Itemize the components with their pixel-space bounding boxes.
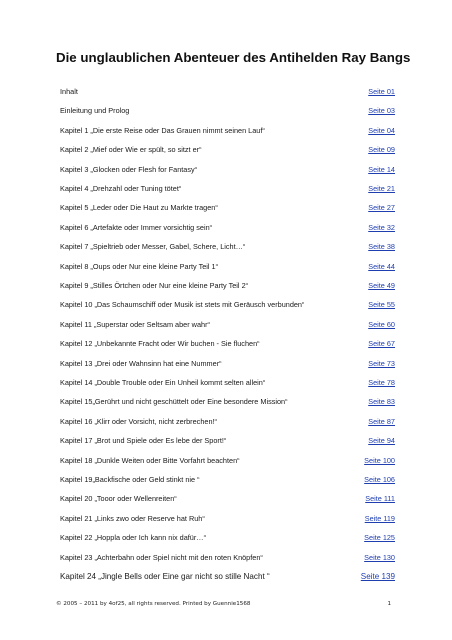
toc-page-link[interactable]: Seite 44 — [368, 261, 395, 271]
toc-entry — [60, 455, 395, 467]
toc-entry-title: Kapitel 15„Gerührt und nicht geschüttelt oder Eine besondere Mission“ — [60, 397, 288, 407]
toc-entry-title: Kapitel 7 „Spieltrieb oder Messer, Gabel, Schere, Licht…“ — [60, 242, 246, 252]
toc-entry — [60, 513, 395, 525]
toc-entry — [60, 377, 395, 389]
toc-page-link[interactable]: Seite 83 — [368, 397, 395, 407]
toc-page-link[interactable]: Seite 139 — [360, 572, 395, 581]
toc-entry — [60, 319, 395, 331]
page-footer — [56, 601, 391, 607]
toc-page-link[interactable]: Seite 09 — [368, 145, 395, 155]
toc-entry-title: Einleitung und Prolog — [60, 106, 130, 116]
toc-entry-title: Kapitel 18 „Dunkle Weiten oder Bitte Vorfahrt beachten“ — [60, 455, 240, 465]
toc-page-link[interactable]: Seite 111 — [365, 494, 395, 504]
toc-entry-title: Kapitel 12 „Unbekannte Fracht oder Wir buchen - Sie fluchen“ — [60, 339, 260, 349]
toc-entry — [60, 299, 395, 311]
toc-entry — [60, 164, 395, 176]
toc-entry — [60, 105, 395, 117]
toc-entry-title: Kapitel 8 „Oups oder Nur eine kleine Party Teil 1“ — [60, 261, 219, 271]
toc-entry — [60, 396, 395, 408]
toc-entry — [60, 474, 395, 486]
toc-entry-title: Kapitel 19„Backfische oder Geld stinkt nie “ — [60, 475, 200, 484]
toc-entry — [60, 144, 395, 156]
page-title: Die unglaublichen Abenteuer des Antihelden Ray Bangs — [56, 50, 411, 65]
toc-entry-title: Kapitel 5 „Leder oder Die Haut zu Markte tragen“ — [60, 203, 218, 213]
toc-page-link[interactable]: Seite 60 — [368, 319, 395, 329]
toc-entry-title: Kapitel 3 „Glocken oder Flesh for Fantasy“ — [60, 164, 198, 174]
toc-entry-title: Kapitel 17 „Brot und Spiele oder Es lebe der Sport!“ — [60, 436, 227, 446]
toc-entry-title: Kapitel 22 „Hoppla oder Ich kann nix dafür…“ — [60, 533, 207, 543]
toc-page-link[interactable]: Seite 14 — [368, 164, 395, 174]
toc-entry — [60, 241, 395, 253]
toc-page-link[interactable]: Seite 38 — [368, 242, 395, 252]
toc-entry-title: Kapitel 24 „Jingle Bells oder Eine gar nicht so stille Nacht “ — [60, 572, 270, 581]
toc-page-link[interactable]: Seite 49 — [368, 281, 395, 290]
toc-entry-title: Kapitel 16 „Klirr oder Vorsicht, nicht zerbrechen!“ — [60, 416, 217, 426]
toc-entry — [60, 338, 395, 350]
toc-entry-title: Kapitel 6 „Artefakte oder Immer vorsichtig sein“ — [60, 222, 213, 232]
toc-page-link[interactable]: Seite 130 — [364, 552, 395, 562]
toc-page-link[interactable]: Seite 125 — [364, 533, 395, 543]
toc-page-link[interactable]: Seite 01 — [368, 87, 395, 96]
toc-entry — [60, 222, 395, 234]
toc-entry-title: Kapitel 23 „Achterbahn oder Spiel nicht mit den roten Knöpfen“ — [60, 552, 263, 562]
toc-page-link[interactable]: Seite 04 — [368, 125, 395, 135]
toc-entry — [60, 435, 395, 447]
footer-page-number: 1 — [387, 601, 391, 607]
toc-entry-title: Kapitel 9 „Stilles Örtchen oder Nur eine kleine Party Teil 2“ — [60, 281, 249, 290]
toc-entry-title: Kapitel 13 „Drei oder Wahnsinn hat eine Nummer“ — [60, 358, 222, 368]
toc-entry-title: Kapitel 1 „Die erste Reise oder Das Grauen nimmt seinen Lauf“ — [60, 125, 265, 135]
toc-entry — [60, 125, 395, 137]
toc-page-link[interactable]: Seite 55 — [368, 300, 395, 310]
toc-page-link[interactable]: Seite 03 — [368, 106, 395, 116]
toc-entry-title: Kapitel 21 „Links zwo oder Reserve hat Ruh“ — [60, 513, 205, 523]
toc-page-link[interactable]: Seite 73 — [368, 358, 395, 368]
toc-entry — [60, 552, 395, 564]
toc-entry — [60, 183, 395, 195]
toc-page-link[interactable]: Seite 78 — [368, 378, 395, 387]
toc-entry-title: Kapitel 10 „Das Schaumschiff oder Musik ist stets mit Geräusch verbunden“ — [60, 300, 305, 310]
toc-page-link[interactable]: Seite 32 — [368, 222, 395, 232]
toc-entry — [60, 261, 395, 273]
toc-entry — [60, 86, 395, 98]
toc-entry — [60, 532, 395, 544]
toc-entry — [60, 416, 395, 428]
toc-entry-title: Kapitel 4 „Drehzahl oder Tuning tötet“ — [60, 184, 182, 193]
toc-entry — [60, 493, 395, 505]
toc-entry — [60, 571, 395, 583]
toc-entry-title: Kapitel 11 „Superstar oder Seltsam aber wahr“ — [60, 319, 210, 329]
toc-page-link[interactable]: Seite 87 — [368, 416, 395, 426]
toc-page-link[interactable]: Seite 100 — [364, 455, 395, 465]
toc-page-link[interactable]: Seite 27 — [368, 203, 395, 213]
toc-entry — [60, 202, 395, 214]
toc-entry-title: Inhalt — [60, 87, 78, 96]
toc-entry-title: Kapitel 14 „Double Trouble oder Ein Unheil kommt selten allein“ — [60, 378, 266, 387]
toc-entry-title: Kapitel 20 „Tooor oder Wellenreiten“ — [60, 494, 177, 504]
toc-page-link[interactable]: Seite 21 — [368, 184, 395, 193]
toc-page-link[interactable]: Seite 67 — [368, 339, 395, 349]
toc-page-link[interactable]: Seite 119 — [364, 513, 395, 523]
toc-entry — [60, 358, 395, 370]
toc-entry — [60, 280, 395, 292]
toc-page-link[interactable]: Seite 94 — [368, 436, 395, 446]
toc-page-link[interactable]: Seite 106 — [364, 475, 395, 484]
toc-entry-title: Kapitel 2 „Mief oder Wie er spült, so sitzt er“ — [60, 145, 202, 155]
footer-copyright: © 2005 – 2011 by 4of25, all rights reserved. Printed by Guennie1568 — [56, 601, 251, 607]
